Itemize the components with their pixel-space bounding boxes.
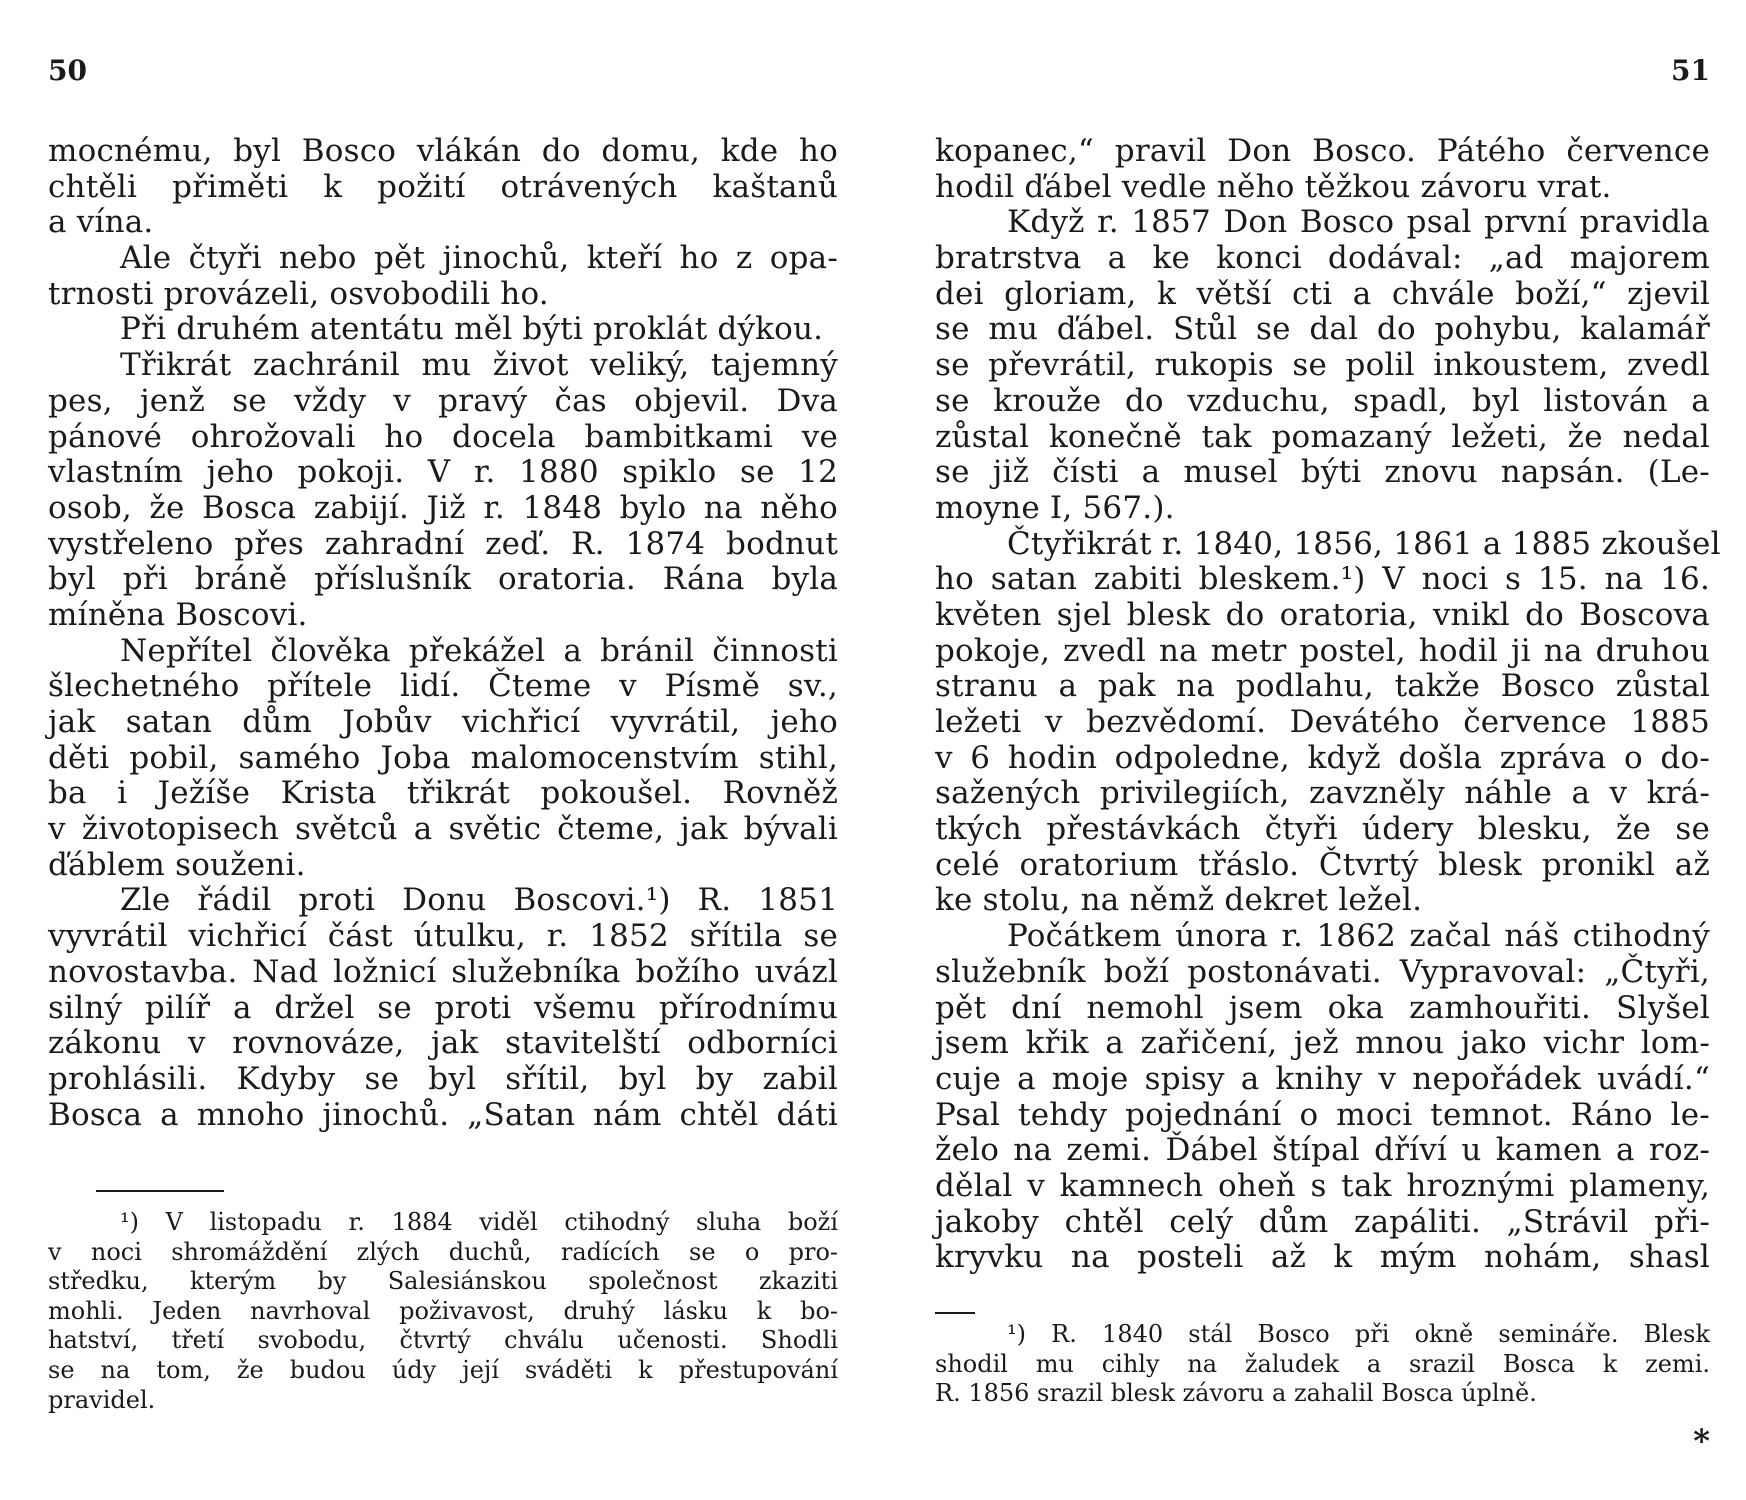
text-line: pánové ohrožovali ho docela bambitkami ve (48, 418, 838, 455)
text-line: stranu a pak na podlahu, takže Bosco zůstal (935, 668, 1710, 705)
footnote-line: ¹) R. 1840 stál Bosco při okně semináře. Blesk (1007, 1320, 1710, 1348)
text-line: jak satan dům Jobův vichřicí vyvrátil, jeho (48, 704, 838, 740)
text-line: Když r. 1857 Don Bosco psal první pravidla (1007, 204, 1710, 241)
text-line: ba i Ježíše Krista třikrát pokoušel. Rovněž (48, 775, 838, 812)
text-line: pes, jenž se vždy v pravý čas objevil. Dva (48, 382, 838, 419)
footnote-line: ¹) V listopadu r. 1884 viděl ctihodný sluha boží (120, 1208, 838, 1236)
text-line: trnosti provázeli, osvobodili ho. (48, 275, 549, 312)
text-line: služebník boží postonávati. Vypravoval: „Čtyři, (935, 953, 1710, 990)
text-line: dělal v kamnech oheň s tak hroznými plameny, (935, 1167, 1710, 1204)
text-line: Počátkem února r. 1862 začal náš ctihodný (1007, 918, 1710, 955)
text-line: jakoby chtěl celý dům zapáliti. „Strávil při- (935, 1203, 1710, 1240)
text-line: byl při bráně příslušník oratoria. Rána byla (48, 561, 838, 598)
text-line: Třikrát zachránil mu život veliký, tajemný (120, 347, 838, 384)
text-line: pokoje, zvedl na metr postel, hodil ji na druhou (935, 632, 1710, 669)
text-line: míněna Boscovi. (48, 596, 308, 633)
left-footnotes (48, 1208, 838, 1415)
text-line: novostavba. Nad ložnicí služebníka božího uvázl (48, 953, 838, 990)
text-line: hodil ďábel vedle něho těžkou závoru vrat. (935, 168, 1612, 205)
text-line: Při druhém atentátu měl býti proklát dýkou. (120, 311, 824, 348)
text-line: vlastním jeho pokoji. V r. 1880 spiklo se 12 (48, 454, 838, 491)
text-line: kopanec,“ pravil Don Bosco. Pátého července (935, 133, 1710, 169)
text-line: Psal tehdy pojednání o moci temnot. Ráno le- (935, 1096, 1710, 1133)
text-line: Zle řádil proti Donu Boscovi.¹) R. 1851 (120, 882, 838, 919)
text-line: sažených privilegiích, zavzněly náhle a v krá- (935, 775, 1710, 812)
text-line: v 6 hodin odpoledne, když došla zpráva o do- (935, 739, 1710, 776)
text-line: a vína. (48, 204, 154, 241)
left-page-body (48, 134, 838, 1133)
footnote-line: v noci shromáždění zlých duchů, radících se o pro- (48, 1237, 838, 1266)
text-line: vystřeleno přes zahradní zeď. R. 1874 bodnut (48, 525, 838, 562)
text-line: prohlásili. Kdyby se byl sřítil, byl by zabil (48, 1060, 838, 1097)
page-number-right: 51 (1671, 54, 1710, 87)
footnote-line: pravidel. (48, 1385, 156, 1414)
text-line: se převrátil, rukopis se polil inkoustem, zvedl (935, 347, 1710, 384)
footnote-line: hatství, třetí svobodu, čtvrtý chválu učenosti. Shodli (48, 1326, 838, 1355)
text-line: Čtyřikrát r. 1840, 1856, 1861 a 1885 zkoušel (1007, 525, 1721, 562)
text-line: želo na zemi. Ďábel štípal dříví u kamen a roz- (935, 1132, 1710, 1169)
signature-mark: * (1693, 1422, 1710, 1460)
text-line: se krouže do vzduchu, spadl, byl listován a (935, 382, 1710, 419)
text-line: Bosca a mnoho jinochů. „Satan nám chtěl dáti (48, 1096, 838, 1133)
text-line: kryvku na posteli až k mým nohám, shasl (935, 1239, 1710, 1276)
text-line: moyne I, 567.). (935, 489, 1175, 526)
text-line: dei gloriam, k větší cti a chvále boží,“ zjevil (935, 275, 1710, 312)
text-line: vyvrátil vichřicí část útulku, r. 1852 sřítila se (48, 918, 838, 955)
right-footnotes (935, 1320, 1710, 1409)
text-line: se mu ďábel. Stůl se dal do pohybu, kalamář (935, 311, 1710, 348)
text-line: pět dní nemohl jsem oka zamhouřiti. Slyšel (935, 989, 1710, 1026)
footnote-line: mohli. Jeden navrhoval poživavost, druhý lásku k bo- (48, 1296, 838, 1325)
footnote-line: shodil mu cihly na žaludek a srazil Bosca k zemi. (935, 1349, 1710, 1378)
text-line: mocnému, byl Bosco vlákán do domu, kde ho (48, 133, 838, 169)
text-line: cuje a moje spisy a knihy v nepořádek uvádí.“ (935, 1060, 1710, 1097)
text-line: ležeti v bezvědomí. Devátého července 1885 (935, 704, 1710, 740)
footnote-separator-right (935, 1312, 975, 1314)
text-line: osob, že Bosca zabijí. Již r. 1848 bylo na něho (48, 489, 838, 526)
text-line: zákonu v rovnováze, jak stavitelští odborníci (48, 1025, 838, 1062)
text-line: květen sjel blesk do oratoria, vnikl do Boscova (935, 596, 1710, 633)
text-line: v životopisech světců a světic čteme, jak bývali (48, 811, 838, 848)
text-line: se již čísti a musel býti znovu napsán. (Le- (935, 454, 1710, 491)
page-number-left: 50 (48, 54, 87, 87)
text-line: zůstal konečně tak pomazaný ležeti, že nedal (935, 418, 1710, 455)
text-line: ho satan zabiti bleskem.¹) V noci s 15. na 16. (935, 561, 1710, 598)
text-line: šlechetného přítele lidí. Čteme v Písmě sv., (48, 668, 838, 705)
right-page-body (935, 133, 1721, 1276)
text-line: ďáblem souženi. (48, 846, 306, 883)
footnote-line: R. 1856 srazil blesk závoru a zahalil Bosca úplně. (935, 1379, 1537, 1408)
text-line: děti pobil, samého Joba malomocenstvím stihl, (48, 739, 838, 776)
text-line: Ale čtyři nebo pět jinochů, kteří ho z opa- (120, 240, 838, 277)
text-line: celé oratorium třáslo. Čtvrtý blesk pronikl až (935, 846, 1710, 883)
text-line: bratrstva a ke konci dodával: „ad majorem (935, 240, 1710, 277)
text-line: Nepřítel člověka překážel a bránil činnosti (120, 632, 838, 669)
text-line: jsem křik a zařičení, jež mnou jako vichr lom- (935, 1025, 1710, 1062)
text-line: tkých přestávkách čtyři údery blesku, že se (935, 811, 1710, 848)
footnote-line: středku, kterým by Salesiánskou společnost zkaziti (48, 1267, 838, 1296)
text-line: chtěli přiměti k požití otrávených kaštanů (48, 168, 838, 205)
text-line: silný pilíř a držel se proti všemu přírodnímu (48, 989, 838, 1026)
footnote-line: se na tom, že budou údy její sváděti k přestupování (48, 1355, 838, 1384)
footnote-separator-left (96, 1190, 224, 1192)
text-line: ke stolu, na němž dekret ležel. (935, 882, 1423, 919)
